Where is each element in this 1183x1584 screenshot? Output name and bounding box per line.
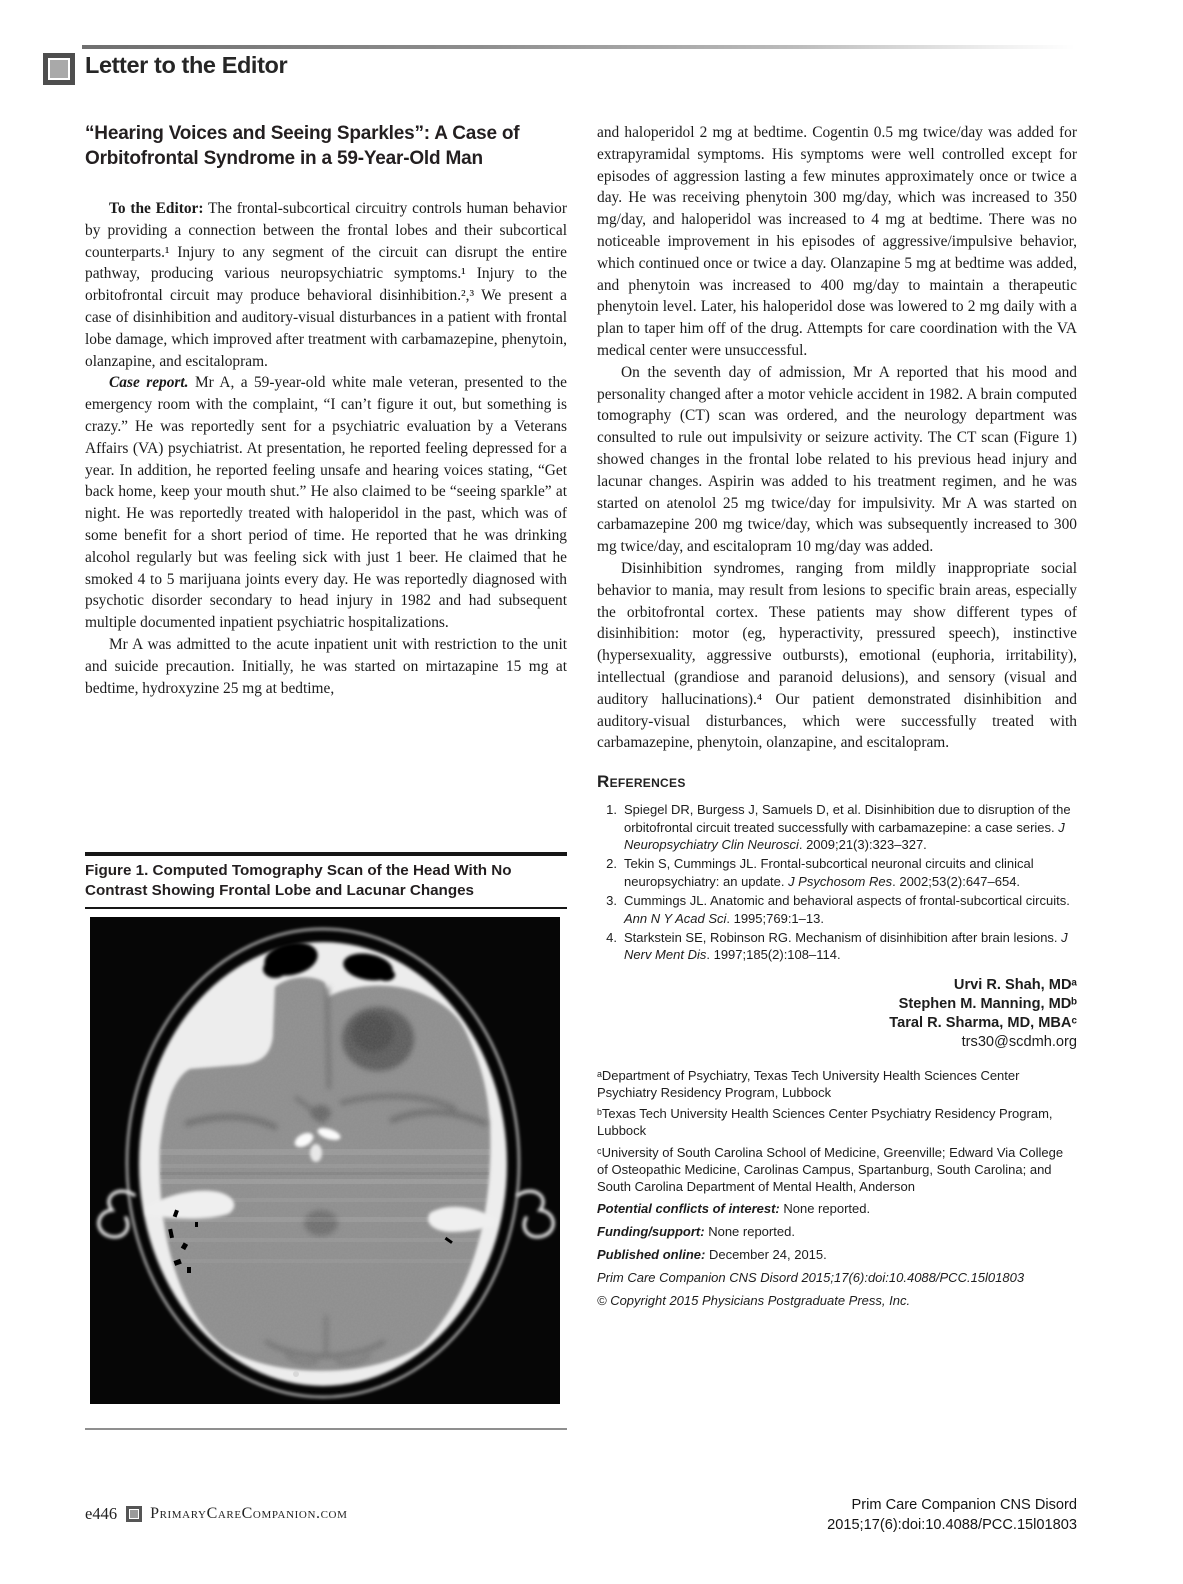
left-column-bottom-rule	[85, 1428, 567, 1430]
reference-journal: J Neuropsychiatry Clin Neurosci	[624, 819, 1065, 852]
figure-block	[85, 852, 567, 909]
funding-value: None reported.	[704, 1224, 795, 1240]
footer-left	[85, 1504, 347, 1524]
reference-number: 1.	[606, 802, 617, 818]
funding-label: Funding/support:	[597, 1224, 705, 1240]
paragraph-seventh-day: On the seventh day of admission, Mr A reported that his mood and personality changed after a motor vehicle accident in 1982. A brain computed tomography (CT) scan was ordered, and the neurology department was consulted to rule out impulsivity or seizure activity. The CT scan (Figure 1) showed changes in the frontal lobe related to his previous head injury and lacunar changes. Aspirin was added to his treatment regimen, and he was started on atenolol 25 mg twice/day for impulsivity. Mr A was started on carbamazepine 200 mg twice/day, which was subsequently increased to 300 mg twice/day, and escitalopram 10 mg/day was added.	[597, 363, 1077, 556]
footer-journal-line2: 2015;17(6):doi:10.4088/PCC.15l01803	[827, 1516, 1077, 1533]
footer-square-icon	[126, 1506, 142, 1522]
published-note	[597, 1246, 1077, 1263]
affiliation: ᵇTexas Tech University Health Sciences Center Psychiatry Residency Program, Lubbock	[597, 1106, 1053, 1139]
figure-caption: Figure 1. Computed Tomography Scan of the Head With No Contrast Showing Frontal Lobe and Lacunar Changes	[85, 852, 567, 909]
reference-journal: Ann N Y Acad Sci	[624, 910, 727, 926]
paragraph-disinhibition: Disinhibition syndromes, ranging from mildly inappropriate social behavior to mania, may result from lesions to specific brain areas, especially the orbitofrontal cortex. These patients may show different types of disinhibition: motor (eg, hyperactivity, pressured speech), instinctive (hypersexuality, aggressive outbursts), emotional (euphoria, irritability), intellectual (grandiose and paranoid delusions), and sensory (visual and auditory hallucinations).⁴ Our patient demonstrated disinhibition and auditory-visual disturbances, which were successfully treated with carbamazepine, phenytoin, olanzapine, and escitalopram.	[597, 559, 1077, 752]
right-column	[597, 122, 1077, 1315]
reference-tail: . 1997;185(2):108–114.	[706, 947, 841, 963]
conflicts-value: None reported.	[779, 1201, 871, 1217]
article-notes	[597, 1200, 1077, 1309]
affiliation: ᶜUniversity of South Carolina School of Medicine, Greenville; Edward Via College of Osteopathic Medicine, Carolinas Campus, Spartanburg, South Carolina; and South Carolina Department of Mental Health, Anderson	[597, 1144, 1064, 1194]
figure-image-area	[90, 917, 560, 1404]
to-editor-label: To the Editor:	[109, 200, 204, 217]
reference-journal: J Psychosom Res	[788, 873, 893, 889]
reference-journal: J Nerv Ment Dis	[624, 929, 1068, 963]
reference-item	[597, 855, 1077, 890]
reference-number: 2.	[606, 856, 617, 872]
left-column	[85, 122, 567, 699]
reference-tail: . 1995;769:1–13.	[726, 910, 824, 926]
reference-text: Cummings JL. Anatomic and behavioral aspects of frontal-subcortical circuits.	[624, 893, 1070, 909]
paragraph-admitted: Mr A was admitted to the acute inpatient unit with restriction to the unit and suicide precaution. Initially, he was started on mirtazapine 15 mg at bedtime, hydroxyzine 25 mg at bedtime,	[85, 635, 567, 697]
author-line: Urvi R. Shah, MDᵃ	[953, 976, 1077, 993]
reference-text: Spiegel DR, Burgess J, Samuels D, et al. Disinhibition due to disruption of the orbitofrontal circuit treated successfully with carbamazepine: a case series.	[624, 802, 1071, 835]
reference-item	[597, 892, 1077, 927]
reference-tail: . 2009;21(3):323–327.	[798, 836, 927, 852]
reference-tail: . 2002;53(2):647–654.	[892, 873, 1021, 889]
author-line: Taral R. Sharma, MD, MBAᶜ	[889, 1014, 1077, 1031]
footer-page-number: e446	[85, 1504, 118, 1523]
reference-number: 4.	[606, 929, 617, 945]
case-report-label: Case report.	[109, 374, 189, 392]
ct-scan-image	[90, 917, 560, 1404]
reference-item	[597, 801, 1077, 853]
author-line: Stephen M. Manning, MDᵇ	[898, 995, 1077, 1012]
funding-note	[597, 1223, 1077, 1240]
published-label: Published online:	[597, 1247, 706, 1263]
conflicts-note	[597, 1200, 1077, 1217]
case-report-text: Mr A, a 59-year-old white male veteran, presented to the emergency room with the complaint, “I can’t figure it out, but something is crazy.” He was reportedly sent for a psychiatric evaluation by a Veterans Affairs (VA) psychiatrist. At presentation, he reported feeling depressed for a year. In addition, he reported feeling unsafe and hearing voices stating, “Get back home, keep your mouth shut.” He also claimed to be “seeing sparkle” at night. He was reportedly treated with haloperidol in the past, which was of some benefit for a short period of time. He reported that he was drinking alcohol regularly but was feeling sick with just 1 beer. He claimed that he smoked 4 to 5 marijuana joints every day. He was reportedly diagnosed with psychotic disorder secondary to head injury in 1982 and had subsequent multiple documented inpatient psychiatric hospitalizations.	[85, 374, 567, 632]
section-title: Letter to the Editor	[85, 52, 288, 78]
article-title: “Hearing Voices and Seeing Sparkles”: A Case of Orbitofrontal Syndrome in a 59-Year-Old Man	[85, 123, 520, 169]
paragraph-to-editor	[85, 198, 567, 372]
footer-journal-line1: Prim Care Companion CNS Disord	[851, 1497, 1077, 1513]
signature-block	[597, 976, 1077, 1052]
conflicts-label: Potential conflicts of interest:	[597, 1201, 780, 1217]
reference-number: 3.	[606, 893, 617, 909]
affiliation: ᵃDepartment of Psychiatry, Texas Tech University Health Sciences Center Psychiatry Residency Program, Lubbock	[597, 1067, 1020, 1100]
citation-line: Prim Care Companion CNS Disord 2015;17(6):doi:10.4088/PCC.15l01803	[597, 1270, 1025, 1286]
published-value: December 24, 2015.	[705, 1247, 827, 1263]
reference-item	[597, 929, 1077, 964]
paragraph-case-report	[85, 372, 567, 634]
paragraph-continuation: and haloperidol 2 mg at bedtime. Cogentin 0.5 mg twice/day was added for extrapyramidal symptoms. His symptoms were well controlled except for episodes of aggression lasting a few minutes approximately once or twice a day. He was receiving phenytoin 300 mg/day, which was increased to 350 mg/day, and haloperidol was increased to 4 mg at bedtime. There was no noticeable improvement in his episodes of aggressive/impulsive behavior, which continued once or twice a day. Olanzapine 5 mg at bedtime was added, and phenytoin was increased to 400 mg/day to maintain a therapeutic phenytoin level. Later, his haloperidol dose was lowered to 2 mg daily with a plan to taper him off of the drug. Attempts for care coordination with the VA medical center were unsuccessful.	[597, 124, 1077, 359]
to-editor-text: The frontal-subcortical circuitry controls human behavior by providing a connection between the frontal lobes and their subcortical counterparts.¹ Injury to any segment of the circuit can disrupt the entire pathway, producing various neuropsychiatric symptoms.¹ Injury to the orbitofrontal circuit may produce behavioral disinhibition.²,³ We present a case of disinhibition and auditory-visual disturbances in a patient with frontal lobe damage, which improved after treatment with carbamazepine, phenytoin, olanzapine, and escitalopram.	[85, 200, 567, 370]
copyright-line: © Copyright 2015 Physicians Postgraduate Press, Inc.	[597, 1293, 911, 1309]
affiliations-block	[597, 1068, 1077, 1196]
reference-text: Tekin S, Cummings JL. Frontal-subcortical neuronal circuits and clinical neuropsychiatry: an update.	[624, 856, 1034, 889]
footer-journal-info	[827, 1496, 1077, 1535]
reference-text: Starkstein SE, Robinson RG. Mechanism of disinhibition after brain lesions.	[624, 929, 1062, 945]
footer-site: PrimaryCareCompanion.com	[150, 1505, 348, 1522]
author-email: trs30@scdmh.org	[961, 1033, 1077, 1050]
references-list	[597, 801, 1077, 964]
header-rule	[82, 45, 1075, 49]
references-heading: References	[597, 772, 686, 792]
section-square-icon	[43, 53, 75, 85]
